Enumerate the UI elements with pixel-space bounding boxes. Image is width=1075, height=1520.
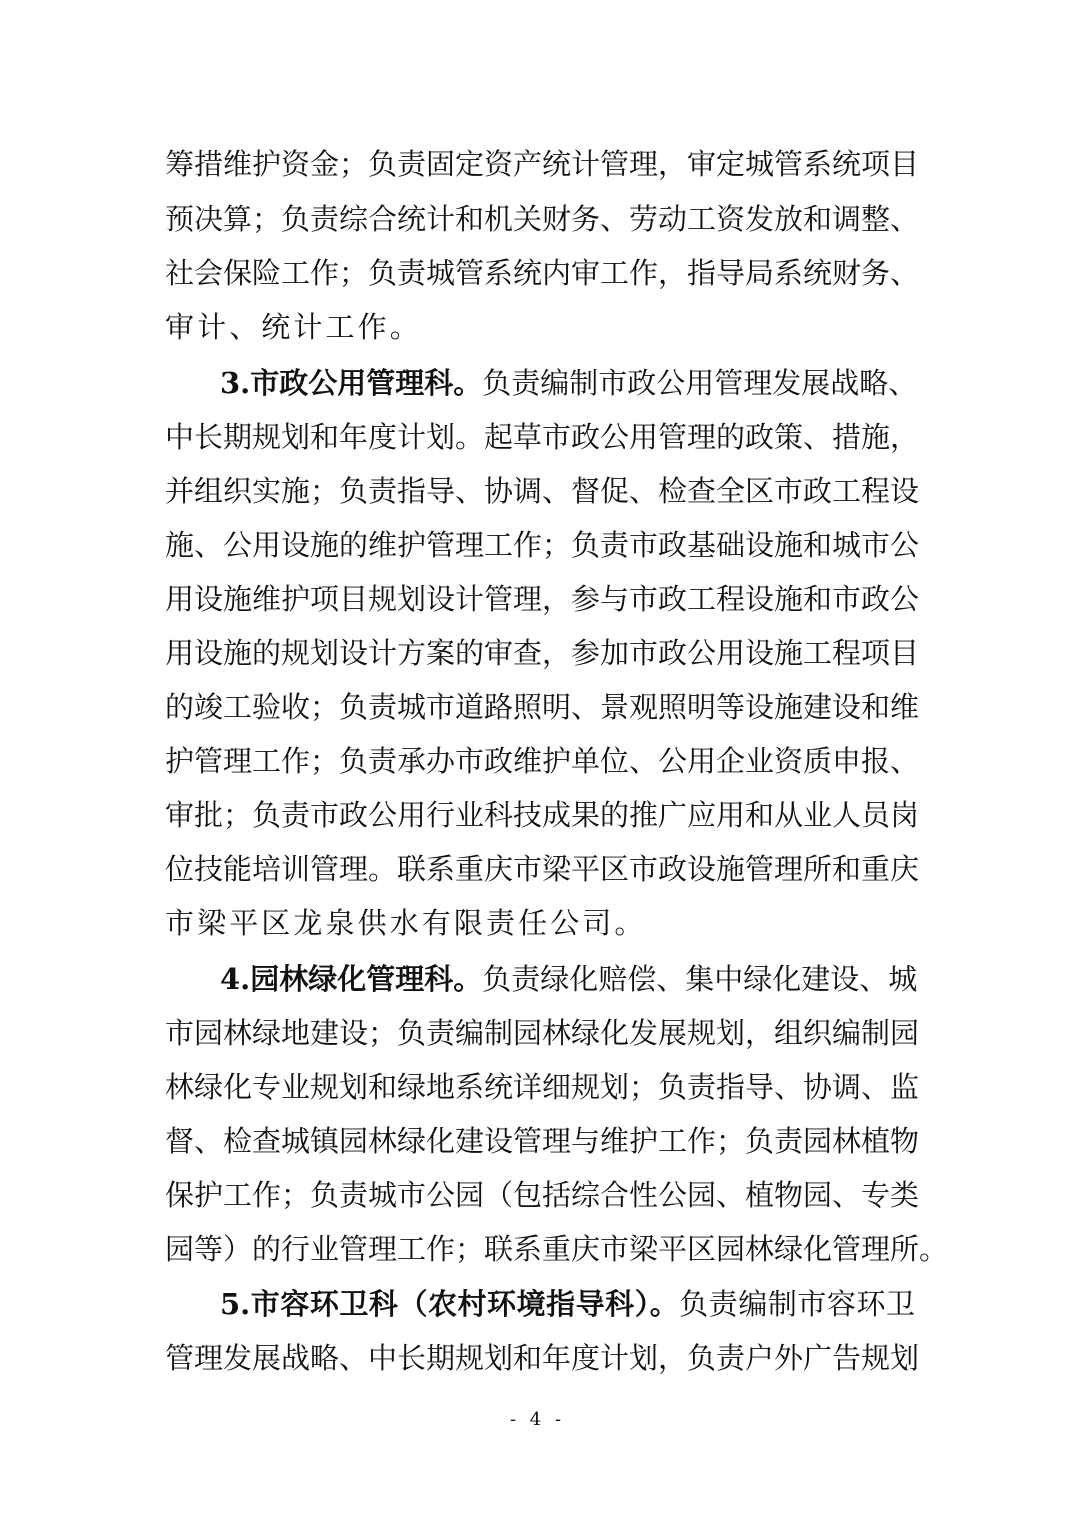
paragraph-2-line-9: 审批；负责市政公用行业科技成果的推广应用和从业人员岗 xyxy=(165,798,920,832)
paragraph-2-line-4: 施、公用设施的维护管理工作；负责市政基础设施和城市公 xyxy=(165,528,920,562)
paragraph-4-first-line-text: 负责编制市容环卫 xyxy=(679,1287,915,1321)
paragraph-1-line-4: 审计、统计工作。 xyxy=(165,310,422,344)
paragraph-3-line-4: 督、检查城镇园林绿化建设管理与维护工作；负责园林植物 xyxy=(165,1124,920,1158)
paragraph-3-first-line xyxy=(220,951,918,1007)
paragraph-2-line-11: 市梁平区龙泉供水有限责任公司。 xyxy=(165,906,647,940)
paragraph-2-line-6: 用设施的规划设计方案的审查，参加市政公用设施工程项目 xyxy=(165,636,920,670)
paragraph-2-line-2: 中长期规划和年度计划。起草市政公用管理的政策、措施， xyxy=(165,420,920,454)
paragraph-4-first-line xyxy=(220,1276,915,1332)
paragraph-3-line-6: 园等）的行业管理工作；联系重庆市梁平区园林绿化管理所。 xyxy=(165,1232,949,1266)
paragraph-4-line-2: 管理发展战略、中长期规划和年度计划，负责户外广告规划 xyxy=(165,1341,920,1375)
section-heading-3: 3.市政公用管理科。 xyxy=(220,366,483,400)
paragraph-3-first-line-text: 负责绿化赔偿、集中绿化建设、城 xyxy=(482,962,918,996)
paragraph-2-line-10: 位技能培训管理。联系重庆市梁平区市政设施管理所和重庆 xyxy=(165,852,920,886)
paragraph-2-line-5: 用设施维护项目规划设计管理，参与市政工程设施和市政公 xyxy=(165,582,920,616)
page-number: - 4 - xyxy=(509,1409,566,1430)
paragraph-2-line-8: 护管理工作；负责承办市政维护单位、公用企业资质申报、 xyxy=(165,744,920,778)
section-heading-5: 5.市容环卫科（农村环境指导科）。 xyxy=(220,1287,680,1321)
paragraph-2-line-7: 的竣工验收；负责城市道路照明、景观照明等设施建设和维 xyxy=(165,690,920,724)
paragraph-1-line-3: 社会保险工作；负责城管系统内审工作，指导局系统财务、 xyxy=(165,256,920,290)
paragraph-3-line-2: 市园林绿地建设；负责编制园林绿化发展规划，组织编制园 xyxy=(165,1016,920,1050)
paragraph-1-line-1: 筹措维护资金；负责固定资产统计管理，审定城管系统项目 xyxy=(165,147,920,181)
paragraph-3-line-5: 保护工作；负责城市公园（包括综合性公园、植物园、专类 xyxy=(165,1178,920,1212)
paragraph-1-line-2: 预决算；负责综合统计和机关财务、劳动工资发放和调整、 xyxy=(165,202,920,236)
paragraph-2-first-line xyxy=(220,355,918,411)
paragraph-2-first-line-text: 负责编制市政公用管理发展战略、 xyxy=(482,366,918,400)
paragraph-3-line-3: 林绿化专业规划和绿地系统详细规划；负责指导、协调、监 xyxy=(165,1070,920,1104)
section-heading-4: 4.园林绿化管理科。 xyxy=(220,962,483,996)
paragraph-2-line-3: 并组织实施；负责指导、协调、督促、检查全区市政工程设 xyxy=(165,474,920,508)
